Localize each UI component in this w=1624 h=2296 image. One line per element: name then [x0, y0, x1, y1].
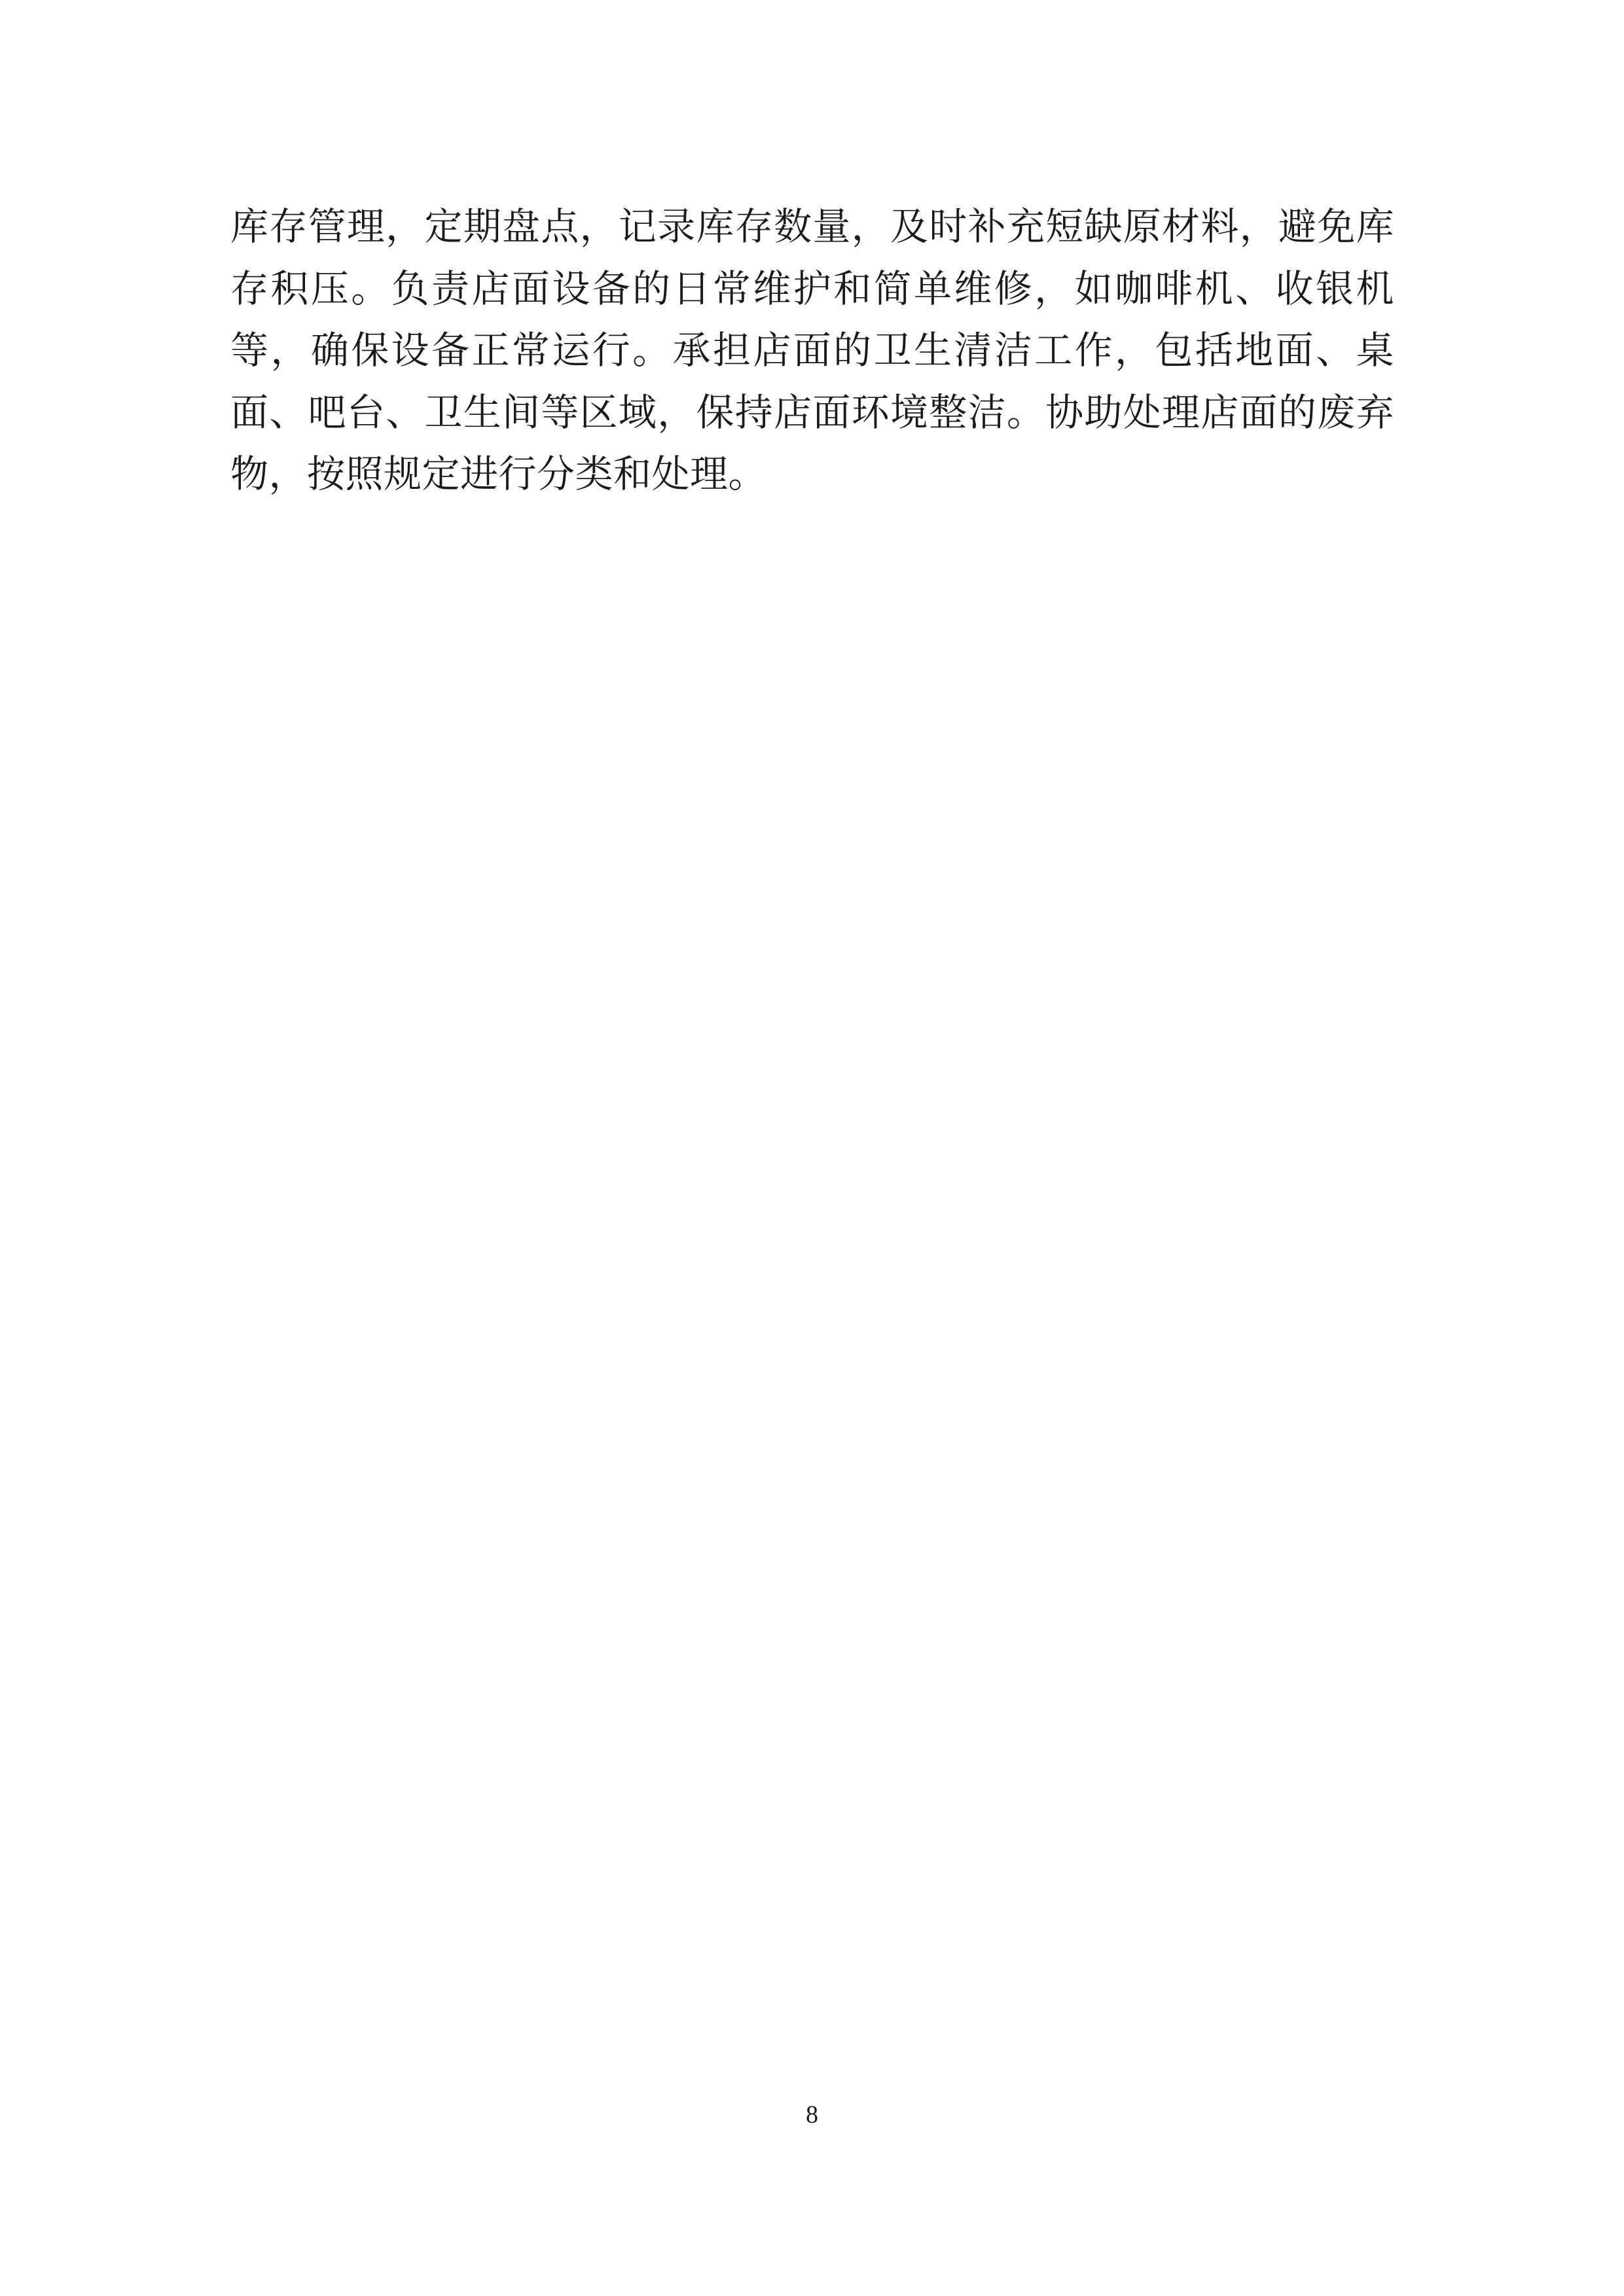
document-body	[230, 196, 1394, 506]
page-number: 8	[806, 2101, 818, 2128]
body-paragraph: 库存管理，定期盘点，记录库存数量，及时补充短缺原材料，避免库存积压。负责店面设备的日常维护和简单维修，如咖啡机、收银机等，确保设备正常运行。承担店面的卫生清洁工作，包括地面、桌面、吧台、卫生间等区域，保持店面环境整洁。协助处理店面的废弃物，按照规定进行分类和处理。	[230, 206, 1394, 496]
page-footer	[0, 2102, 1624, 2127]
